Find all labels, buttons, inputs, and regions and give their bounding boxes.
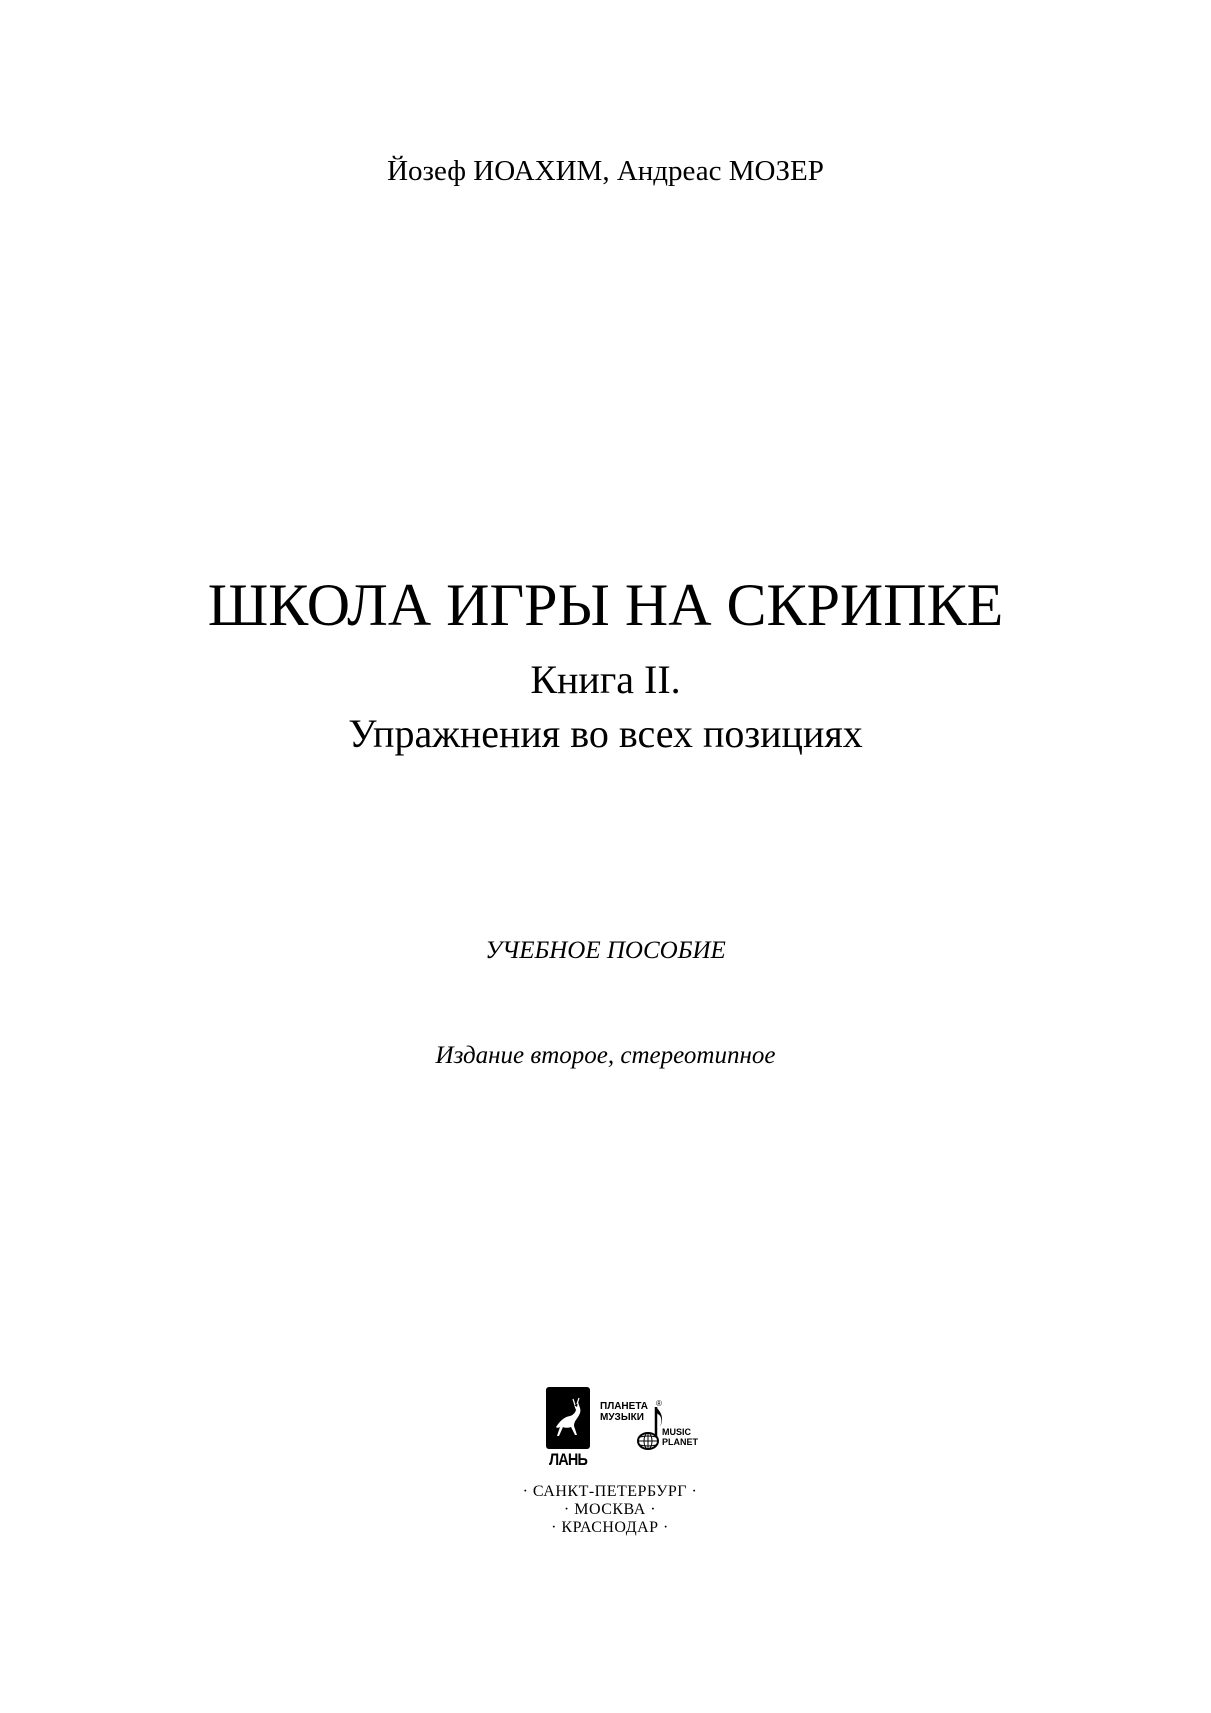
edition-note: Издание второе, стереотипное bbox=[435, 1042, 776, 1069]
deer-icon bbox=[546, 1387, 590, 1449]
city-moscow: · МОСКВА · bbox=[563, 1501, 657, 1518]
lan-logo-text: ЛАНЬ bbox=[548, 1450, 587, 1469]
authors: Йозеф ИОАХИМ, Андреас МОЗЕР bbox=[387, 155, 824, 187]
publisher-block bbox=[510, 1387, 710, 1536]
music-planet-logo bbox=[600, 1401, 700, 1471]
music-planet-word-1: ПЛАНЕТА bbox=[600, 1401, 649, 1412]
planet-word: PLANET bbox=[662, 1437, 698, 1447]
book-subtitle: Упражнения во всех позициях bbox=[348, 711, 863, 756]
music-word: MUSIC bbox=[662, 1427, 691, 1437]
city-saint-petersburg: · САНКТ-ПЕТЕРБУРГ · bbox=[522, 1483, 698, 1500]
registered-mark: ® bbox=[656, 1399, 662, 1408]
book-title: ШКОЛА ИГРЫ НА СКРИПКЕ bbox=[207, 572, 1004, 638]
lan-logo bbox=[546, 1387, 596, 1477]
book-number: Книга II. bbox=[530, 657, 681, 702]
music-planet-text-en bbox=[662, 1427, 702, 1447]
city-krasnodar: · КРАСНОДАР · bbox=[551, 1519, 669, 1536]
music-planet-word-2: МУЗЫКИ bbox=[600, 1412, 644, 1423]
publication-kind: УЧЕБНОЕ ПОСОБИЕ bbox=[485, 937, 726, 964]
